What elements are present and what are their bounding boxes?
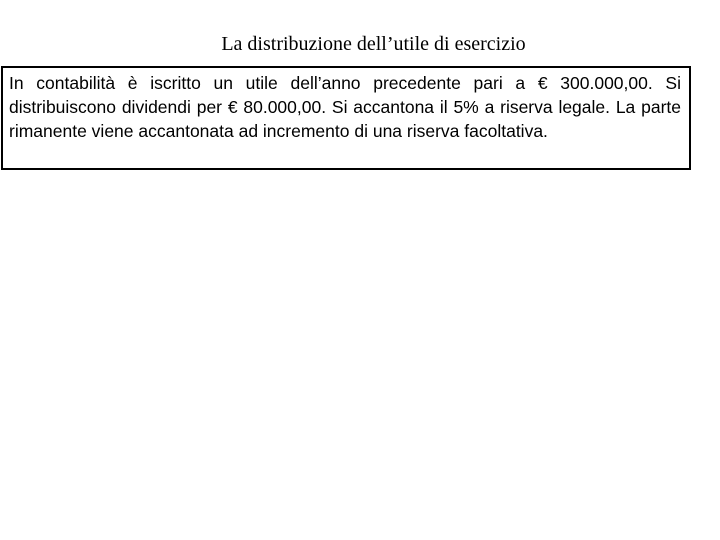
exercise-text-box <box>1 66 691 170</box>
page-title: La distribuzione dell’utile di esercizio <box>221 33 526 55</box>
exercise-text: In contabilità è iscritto un utile dell’anno precedente pari a € 300.000,00. Si distribuiscono dividendi per € 80.000,00. Si accantona il 5% a riserva legale. La parte rimanente viene accantonata ad incremento di una riserva facoltativa. <box>9 73 681 141</box>
